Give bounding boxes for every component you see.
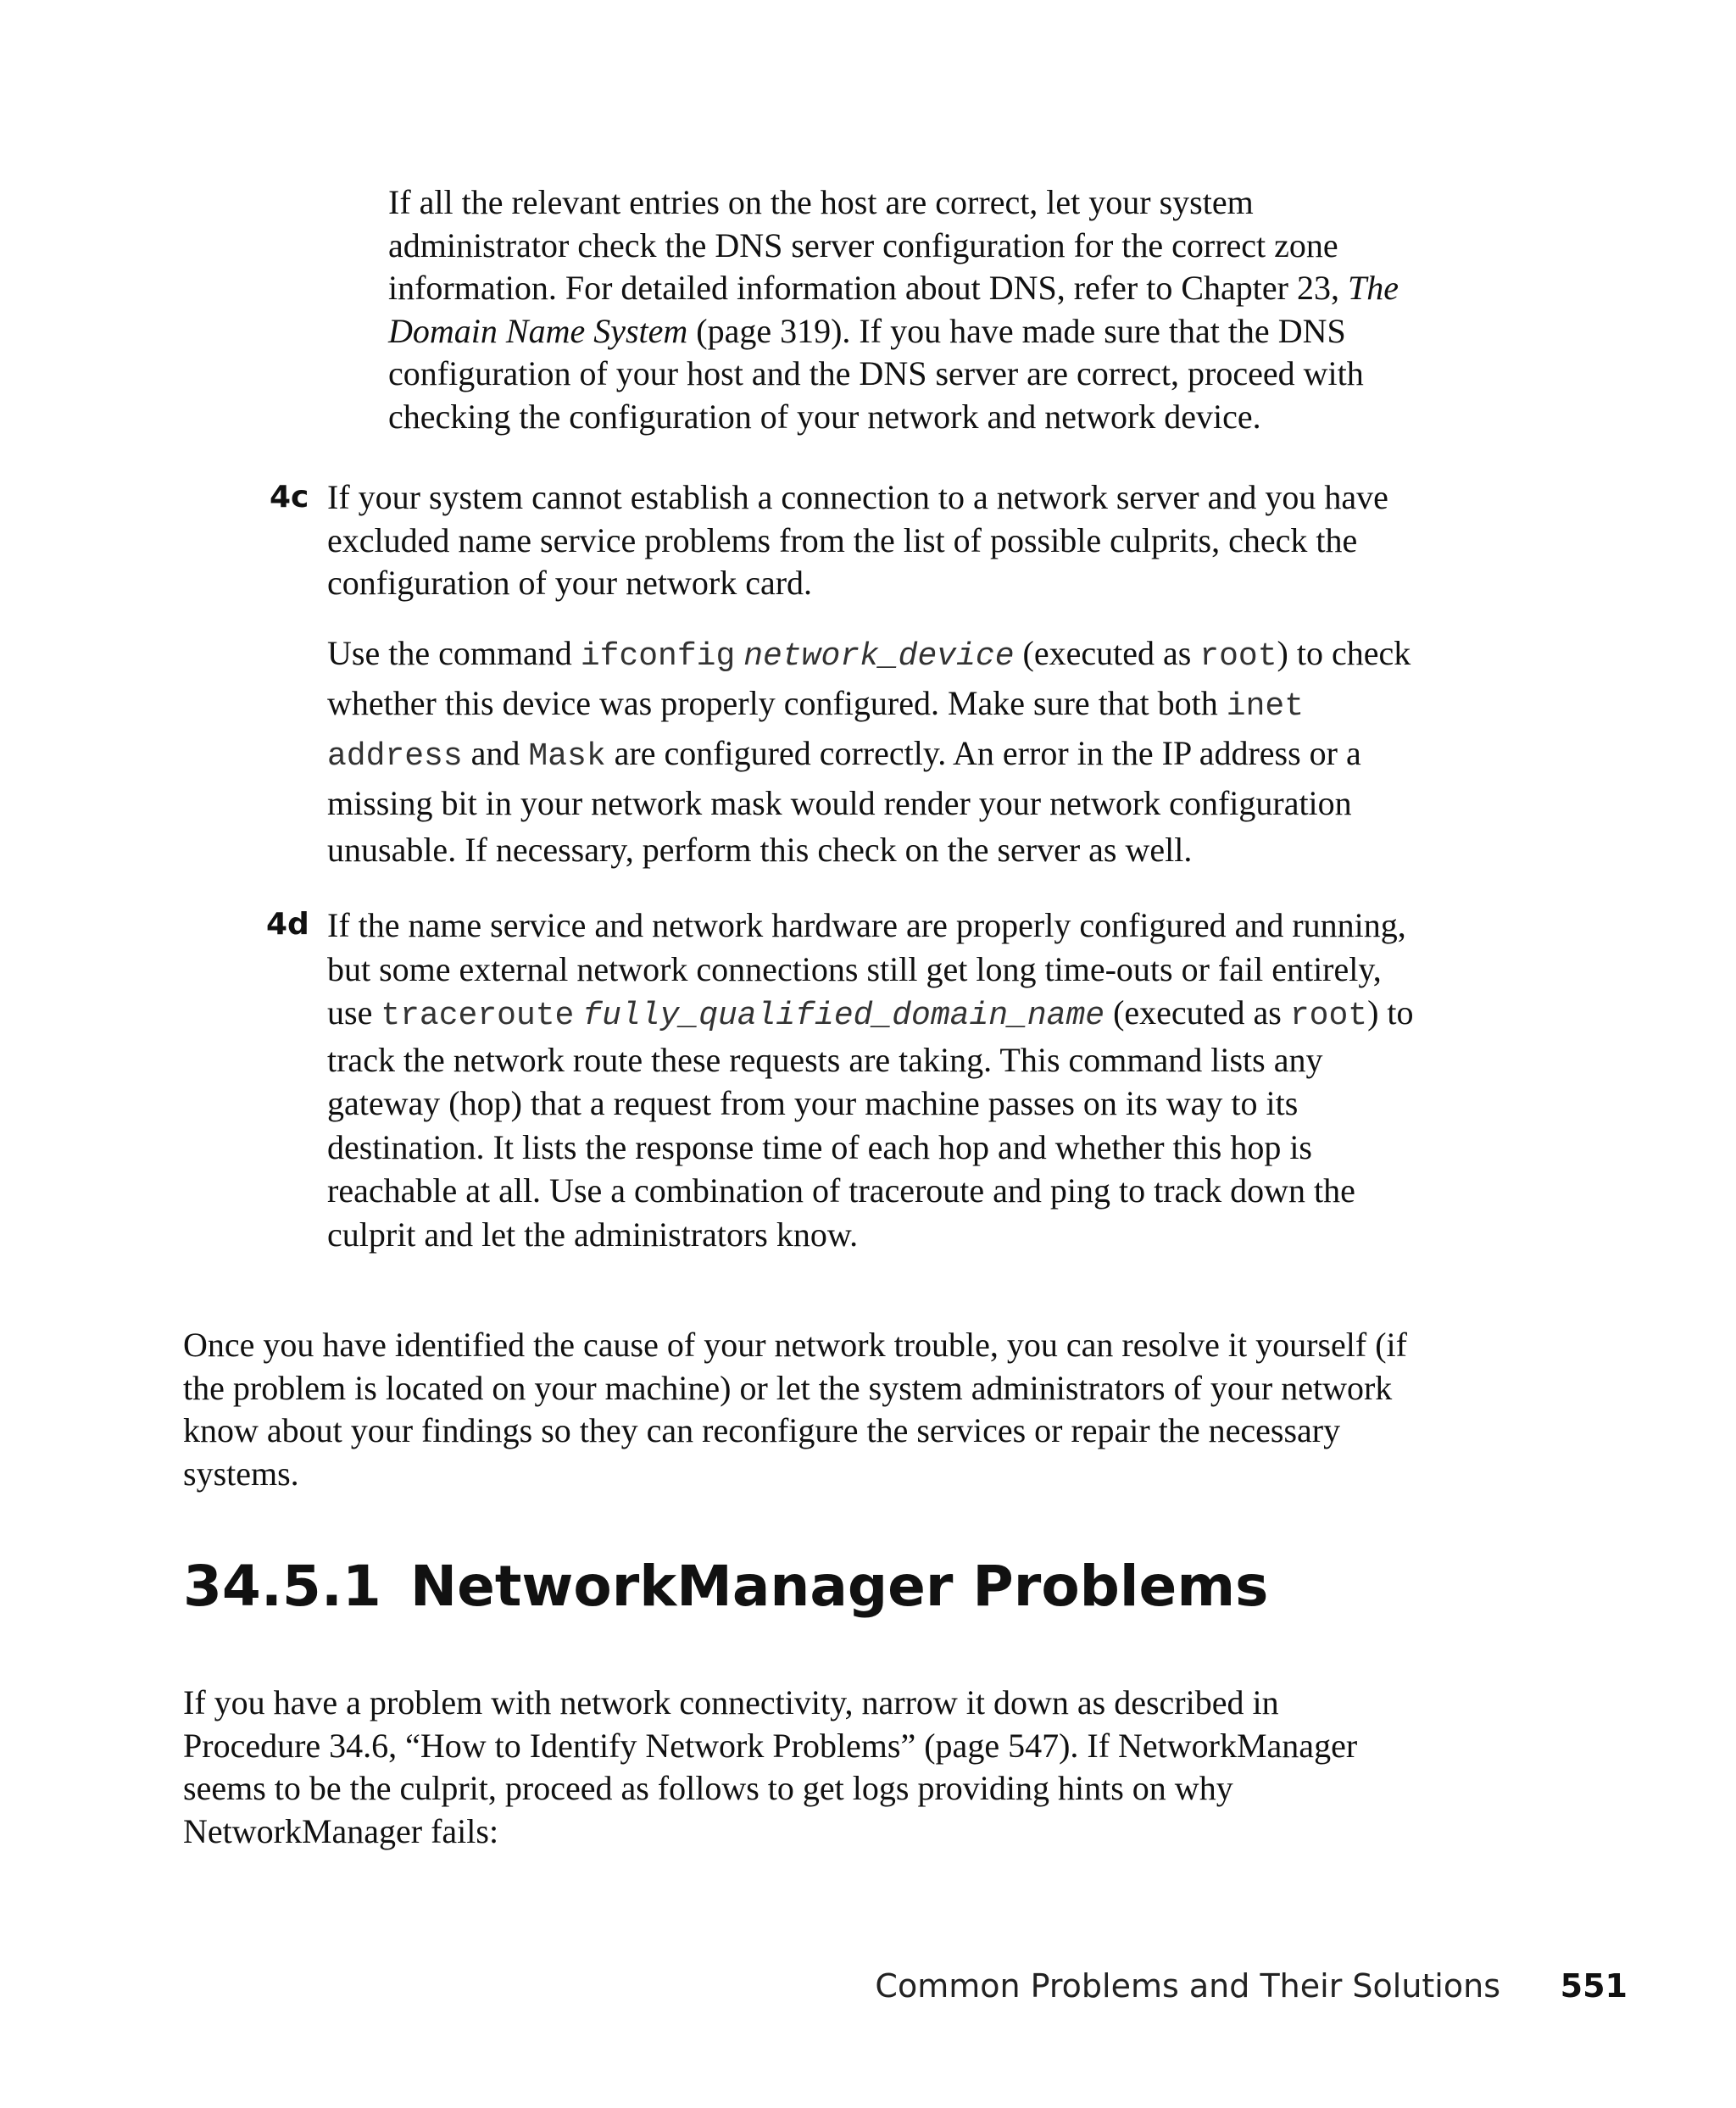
dns-check-text [388,181,1416,438]
networkmanager-paragraph-block [183,1682,1422,1853]
step-4c-text-3: ) to check whether this device was properly configured. Make sure that both [327,633,1411,722]
step-4d-text-3: ) to track the network route these requests are taking. This command lists any gateway (hop) that a request from your machine passes on its way to its destination. It lists the response time of each hop and whether this hop is reachable at all. Use a combination of traceroute and ping to track down the culprit and let the administrators know. [327,993,1414,1254]
chapter-reference-link[interactable]: The Domain Name System [388,269,1399,350]
step-4d-text-1: If the name service and network hardware are properly configured and running, but some external network connections still get long time-outs or fail entirely, use [327,906,1406,1032]
step-4d-paragraph [327,904,1421,1256]
step-4c-paragraph-1: If your system cannot establish a connection to a network server and you have excluded name service problems from the list of possible culprits, check the configuration of your network card. [327,478,1388,602]
traceroute-command: traceroute [381,998,575,1034]
step-4d-label: 4d [266,907,309,942]
dns-check-text-start: If all the relevant entries on the host are correct, let your system administrator check the DNS server configuration for the correct zone information. For detailed information about DNS, refer to Chapter 23, [388,183,1348,307]
step-4c-text-4: and [462,733,529,772]
step-4c-label: 4c [270,480,309,514]
section-number: 34.5.1 [183,1554,381,1619]
footer-chapter-title: Common Problems and Their Solutions [875,1967,1500,2005]
step-4c-body [327,476,1416,873]
dns-check-paragraph [388,181,1416,438]
inet-address-field: inet address [327,687,1304,775]
step-4c-text-5: are configured correctly. An error in the IP address or a missing bit in your network mask would render your network configuration unusable. If necessary, perform this check on the server as well. [327,733,1361,869]
network-device-argument: network_device [743,637,1015,675]
section-title: NetworkManager Problems [409,1554,1269,1619]
fqdn-argument: fully_qualified_domain_name [582,998,1105,1034]
root-user-4d: root [1289,998,1368,1034]
mask-field: Mask [528,737,606,775]
networkmanager-paragraph: If you have a problem with network connectivity, narrow it down as described in Procedure 34.6, “How to Identify Network Problems” (page 547). If NetworkManager seems to be the culprit, proceed as follows to get logs providing hints on why NetworkManager fails: [183,1683,1358,1850]
step-4d-text-2: (executed as [1104,993,1290,1032]
footer-page-number: 551 [1560,1967,1628,2005]
section-heading [183,1553,1268,1621]
step-4c-paragraph-2 [327,630,1416,873]
dns-check-text-end: (page 319). If you have made sure that the DNS configuration of your host and the DNS server are correct, proceed with checking the configuration of your network and network device. [388,311,1364,436]
step-4c-text-1: Use the command [327,633,581,672]
step-4d-body [327,904,1421,1256]
resolve-paragraph-block [183,1324,1421,1495]
ifconfig-command: ifconfig [580,637,736,675]
step-4c-text-2: (executed as [1014,633,1200,672]
resolve-paragraph: Once you have identified the cause of your network trouble, you can resolve it yourself (if the problem is located on your machine) or let the system administrators of your network know about your findings so they can reconfigure the services or repair the necessary systems. [183,1326,1407,1493]
root-user: root [1199,637,1277,675]
